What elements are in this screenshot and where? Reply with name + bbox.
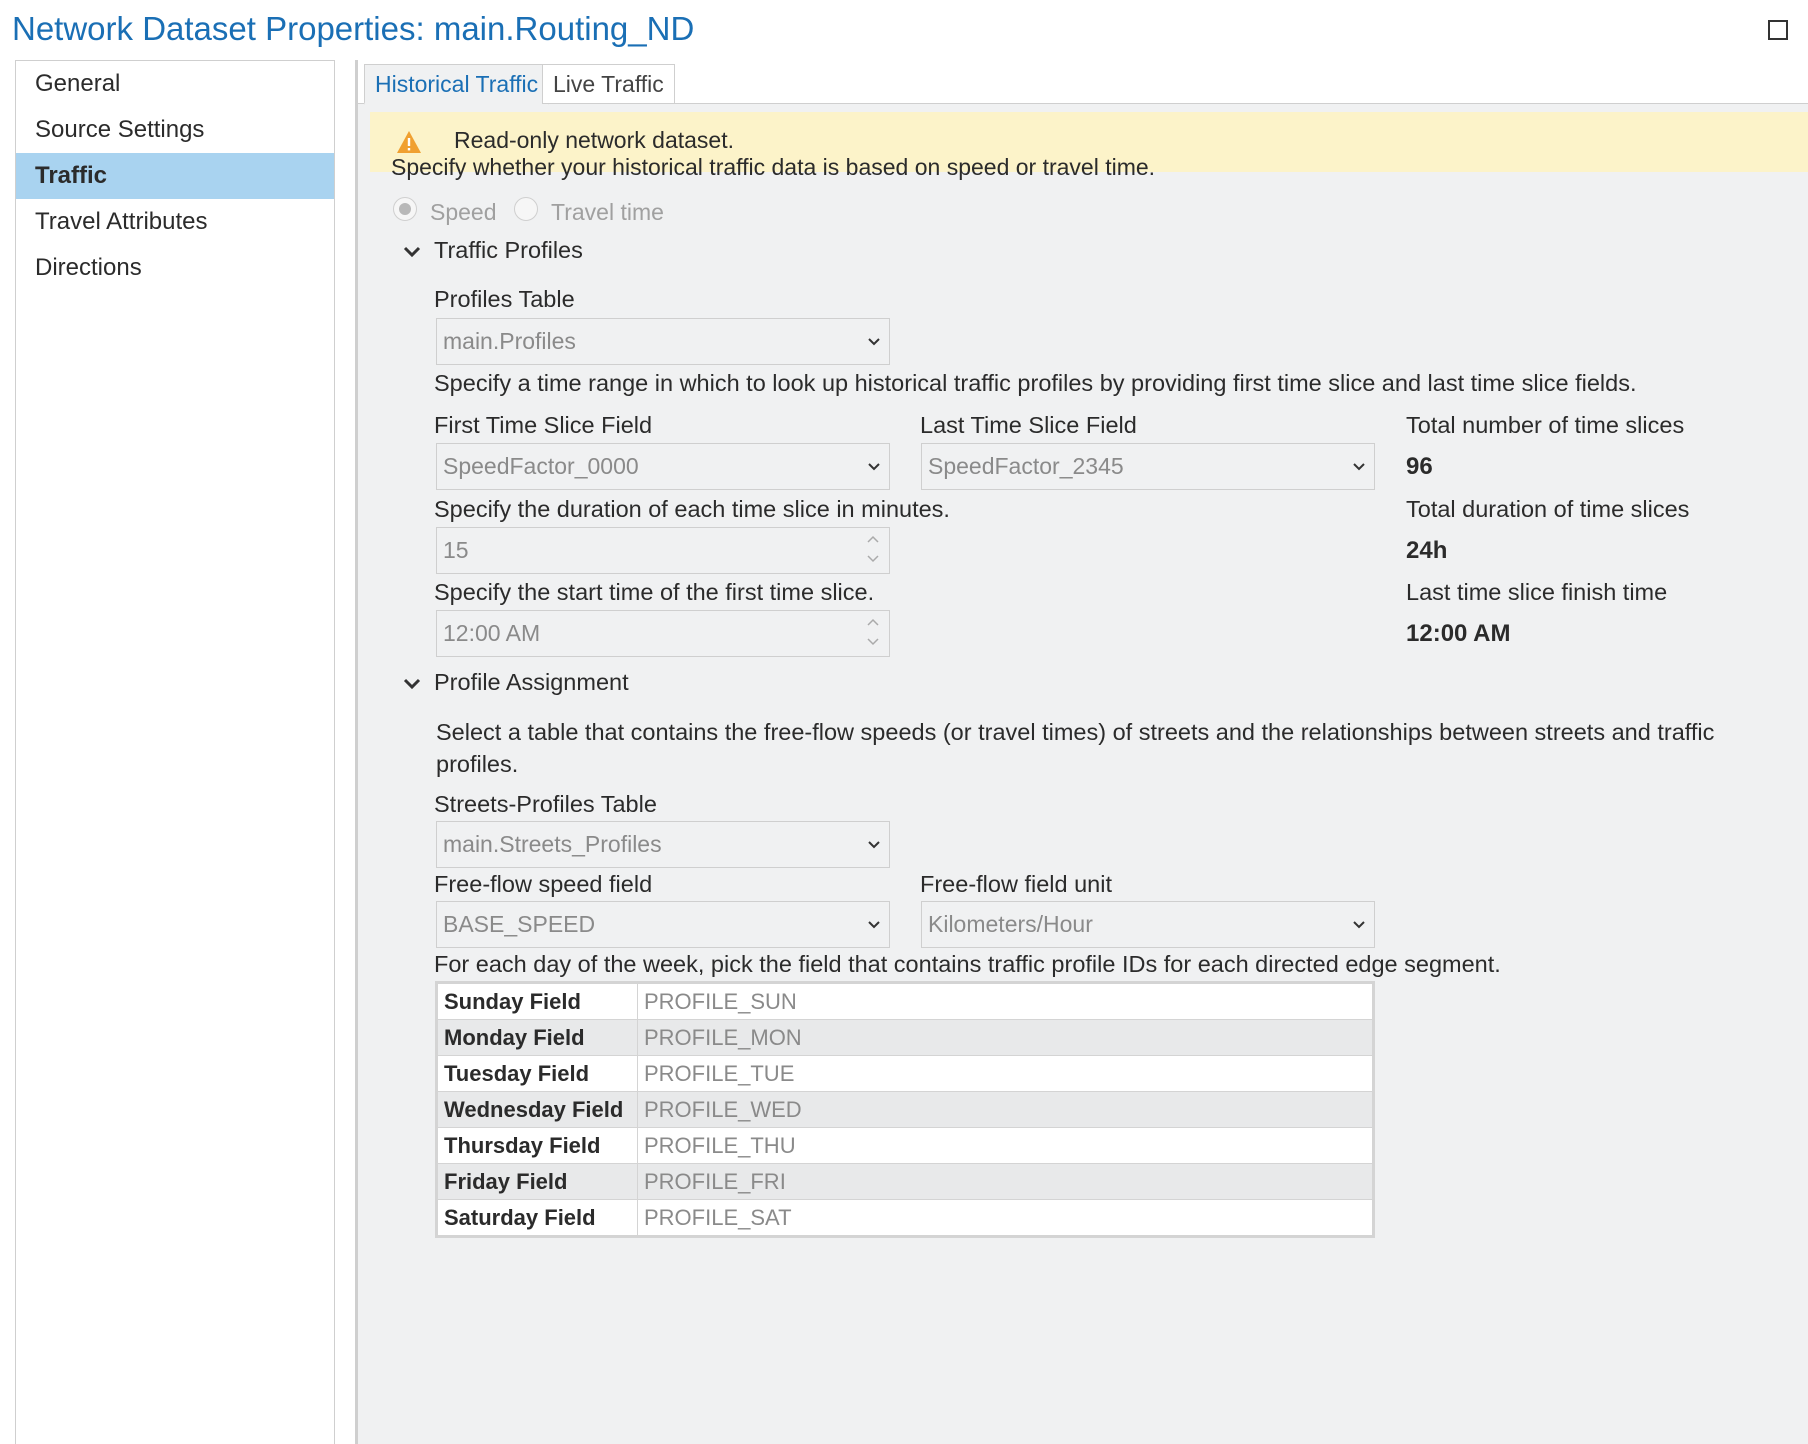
chevron-down-icon [866, 837, 882, 853]
streets-table-dropdown[interactable] [436, 821, 890, 868]
duration-value: 15 [443, 537, 469, 563]
total-duration-value: 24h [1406, 537, 1448, 564]
streets-table-value: main.Streets_Profiles [443, 831, 662, 857]
chevron-down-icon [866, 917, 882, 933]
chevron-down-icon [1351, 917, 1367, 933]
total-duration-label: Total duration of time slices [1406, 496, 1690, 522]
unit-dropdown[interactable] [921, 901, 1375, 948]
travel-time-radio-label: Travel time [551, 199, 664, 225]
sidebar-item-source-settings[interactable]: Source Settings [35, 116, 205, 143]
first-slice-label: First Time Slice Field [434, 412, 653, 438]
time-range-text: Specify a time range in which to look up historical traffic profiles by providing first time slice and last time slice fields. [434, 370, 1637, 396]
start-time-label: Specify the start time of the first time slice. [434, 579, 875, 605]
day-label: Monday Field [438, 1020, 638, 1056]
table-row[interactable] [438, 1164, 1373, 1200]
table-row[interactable] [438, 1200, 1373, 1236]
sidebar-item-travel-attributes[interactable]: Travel Attributes [35, 208, 208, 235]
profiles-table-label: Profiles Table [434, 286, 575, 312]
warning-triangle-icon [396, 130, 422, 154]
basis-prompt: Specify whether your historical traffic data is based on speed or travel time. [391, 154, 1156, 180]
traffic-panel [355, 60, 1808, 1444]
first-slice-value: SpeedFactor_0000 [443, 453, 639, 479]
speed-field-label: Free-flow speed field [434, 871, 653, 897]
last-slice-label: Last Time Slice Field [920, 412, 1137, 438]
speed-radio[interactable] [393, 197, 417, 221]
table-row[interactable] [438, 984, 1373, 1020]
duration-label: Specify the duration of each time slice in minutes. [434, 496, 950, 522]
start-time-value: 12:00 AM [443, 620, 541, 646]
window-title: Network Dataset Properties: main.Routing_ND [12, 10, 695, 47]
profiles-table-dropdown[interactable] [436, 318, 890, 365]
sidebar-item-general[interactable]: General [35, 70, 121, 97]
last-slice-dropdown[interactable] [921, 443, 1375, 490]
tab-historical-traffic[interactable]: Historical Traffic [364, 64, 549, 105]
maximize-icon[interactable] [1768, 20, 1788, 40]
day-field-value[interactable]: PROFILE_THU [638, 1128, 1373, 1164]
day-field-value[interactable]: PROFILE_SUN [638, 984, 1373, 1020]
start-time-spinner[interactable] [436, 610, 890, 657]
day-label: Saturday Field [438, 1200, 638, 1236]
tab-bar [358, 60, 1808, 104]
sidebar [15, 60, 335, 1444]
sidebar-item-traffic[interactable]: Traffic [16, 153, 334, 199]
day-label: Wednesday Field [438, 1092, 638, 1128]
last-slice-value: SpeedFactor_2345 [928, 453, 1124, 479]
day-fields-grid [435, 981, 1375, 1238]
chevron-down-icon [1351, 459, 1367, 475]
profile-assignment-heading[interactable]: Profile Assignment [434, 669, 629, 695]
chevron-down-icon[interactable] [865, 553, 881, 565]
first-slice-dropdown[interactable] [436, 443, 890, 490]
collapse-chevron-icon[interactable] [402, 242, 422, 262]
chevron-up-icon[interactable] [865, 533, 881, 545]
day-field-value[interactable]: PROFILE_SAT [638, 1200, 1373, 1236]
chevron-up-icon[interactable] [865, 616, 881, 628]
table-row[interactable] [438, 1020, 1373, 1056]
profiles-table-value: main.Profiles [443, 328, 576, 354]
chevron-down-icon [866, 334, 882, 350]
travel-time-radio[interactable] [514, 197, 538, 221]
warning-text: Read-only network dataset. [454, 127, 734, 153]
unit-label: Free-flow field unit [920, 871, 1112, 897]
duration-spinner[interactable] [436, 527, 890, 574]
total-slices-value: 96 [1406, 453, 1433, 480]
days-prompt: For each day of the week, pick the field that contains traffic profile IDs for each directed edge segment. [434, 951, 1501, 977]
chevron-down-icon [866, 459, 882, 475]
speed-field-dropdown[interactable] [436, 901, 890, 948]
traffic-profiles-heading[interactable]: Traffic Profiles [434, 237, 583, 263]
day-field-value[interactable]: PROFILE_FRI [638, 1164, 1373, 1200]
tab-live-traffic[interactable]: Live Traffic [542, 64, 675, 104]
day-label: Friday Field [438, 1164, 638, 1200]
collapse-chevron-icon[interactable] [402, 674, 422, 694]
assignment-description-line2: profiles. [436, 751, 519, 777]
day-label: Tuesday Field [438, 1056, 638, 1092]
table-row[interactable] [438, 1056, 1373, 1092]
day-label: Sunday Field [438, 984, 638, 1020]
day-label: Thursday Field [438, 1128, 638, 1164]
total-slices-label: Total number of time slices [1406, 412, 1685, 438]
finish-time-value: 12:00 AM [1406, 620, 1511, 647]
day-field-value[interactable]: PROFILE_TUE [638, 1056, 1373, 1092]
chevron-down-icon[interactable] [865, 636, 881, 648]
day-field-value[interactable]: PROFILE_WED [638, 1092, 1373, 1128]
speed-field-value: BASE_SPEED [443, 911, 596, 937]
streets-table-label: Streets-Profiles Table [434, 791, 657, 817]
sidebar-item-directions[interactable]: Directions [35, 254, 142, 281]
table-row[interactable] [438, 1128, 1373, 1164]
day-field-value[interactable]: PROFILE_MON [638, 1020, 1373, 1056]
finish-time-label: Last time slice finish time [1406, 579, 1668, 605]
speed-radio-label: Speed [430, 199, 497, 225]
unit-value: Kilometers/Hour [928, 911, 1093, 937]
assignment-description-line1: Select a table that contains the free-flow speeds (or travel times) of streets and the relationships between streets and traffic [436, 719, 1715, 745]
table-row[interactable] [438, 1092, 1373, 1128]
